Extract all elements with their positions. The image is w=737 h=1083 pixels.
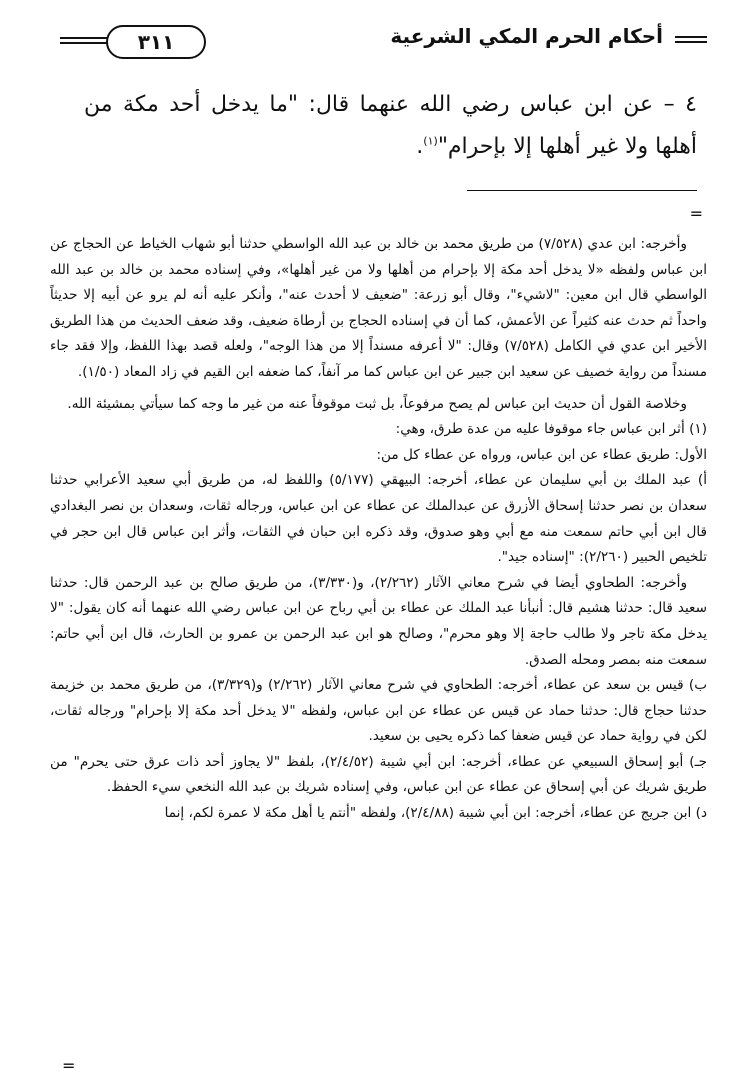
header-rule-right xyxy=(675,36,707,48)
footnotes xyxy=(50,232,707,827)
footnote-item-d: د) ابن جريج عن عطاء، أخرجه: ابن أبي شيبة (٢/٤/٨٨)، ولفظه "أنتم يا أهل مكة لا عمرة لكم، إنما xyxy=(164,805,707,822)
page-header xyxy=(60,22,707,66)
hadith-end: . xyxy=(416,134,424,159)
running-title: أحكام الحرم المكي الشرعية xyxy=(390,24,663,48)
carry-over-mark-bottom: = xyxy=(62,1056,76,1075)
footnote-paragraph-2: وخلاصة القول أن حديث ابن عباس لم يصح مرفوعاً، بل ثبت موقوفاً عنه من غير ما وجه كما سيأتي بمشيئة الله. xyxy=(67,395,687,412)
header-rule-left xyxy=(60,37,108,49)
footnote-ref: (١) xyxy=(423,134,438,148)
page-number: ٣١١ xyxy=(106,25,206,59)
footnote-item-a-more: وأخرجه: الطحاوي أيضا في شرح معاني الآثار (٢/٢٦٢)، و(٣/٣٣٠)، من طريق صالح بن عبد الرحمن قال: حدثنا سعيد قال: حدثنا هشيم قال: أنبأنا عبد الملك عن عطاء بن أبي رباح عن ابن عباس رضي الله عنهما أنه كان يقول: "لا يدخل مكة تاجر ولا طالب حاجة إلا وهو محرم"، وصالح هو ابن عبد الرحمن بن عمرو بن الحارث، قال ابن أبي حاتم: سمعت منه بمصر ومحله الصدق. xyxy=(50,574,707,668)
footnote-divider xyxy=(467,190,697,191)
footnote-item-a: أ) عبد الملك بن أبي سليمان عن عطاء، أخرجه: البيهقي (٥/١٧٧) واللفظ له، من طريق أبي سعيد الأعرابي حدثنا سعدان بن نصر حدثنا إسحاق الأزرق عن عبدالملك عن عطاء عن ابن عباس، ورجاله ثقات، وسعدان بن نصر البغدادي قال ابن أبي حاتم سمعت منه مع أبي وهو صدوق، وقد ذكره ابن حبان في الثقات، وأثر ابن عباس قال ابن حجر في تلخيص الحبير (٢/٢٦٠): "إسناده جيد". xyxy=(50,472,707,566)
footnote-item-b: ب) قيس بن سعد عن عطاء، أخرجه: الطحاوي في شرح معاني الآثار (٢/٢٦٢) و(٣/٣٢٩)، من طريق محمد بن خزيمة حدثنا حجاج قال: حدثنا حماد عن قيس عن عطاء عن ابن عباس، ولفظه "لا يدخل أحد مكة إلا بإحرام" ورجاله ثقات، لكن في رواية حماد عن قيس ضعفا كما ذكره يحيى بن سعيد. xyxy=(50,677,707,745)
carry-over-mark-top: = xyxy=(689,204,703,223)
footnote-1-intro: (١) أثر ابن عباس جاء موقوفا عليه من عدة طرق، وهي: xyxy=(395,421,707,438)
footnote-item-c: جـ) أبو إسحاق السبيعي عن عطاء، أخرجه: ابن أبي شيبة (٢/٤/٥٢)، بلفظ "لا يجاوز أحد ذات عرق حتى يحرم" من طريق شريك عن أبي إسحاق عن عطاء عن ابن عباس، وفي إسناده شريك بن عبد الله النخعي سيء الحفظ. xyxy=(50,753,707,796)
footnote-first-path: الأول: طريق عطاء عن ابن عباس، ورواه عن عطاء كل من: xyxy=(376,446,707,463)
footnote-paragraph-1: وأخرجه: ابن عدي (٧/٥٢٨) من طريق محمد بن خالد بن عبد الله الواسطي حدثنا أبو شهاب الخياط عن الحجاج عن ابن عباس ولفظه «لا يدخل أحد مكة إلا بإحرام من أهلها ولا من غير أهلها»، وفي إسناده محمد بن خالد بن عبد الله الواسطي قال ابن معين: "لاشيء"، وقال أبو زرعة: "ضعيف لا أحدث عنه"، وأنكر عليه أنه لم يرو عن أبيه إلا حديثاً واحداً ثم حدث عنه كثيراً عن الأعمش، كما أن في إسناده الحجاج بن أرطاة ضعيف، وقد ضعف الحديث من هذا الطريق الأخير ابن عدي في الكامل (٧/٥٢٨) وقال: "لا أعرفه مسنداً إلا من هذا الوجه"، ولعله قصد بهذا اللفظ، وإلا فقد جاء مسنداً من رواية خصيف عن سعيد ابن جبير عن ابن عباس كما مر آنفاً، كما ضعفه ابن القيم في زاد المعاد (١/٥٠). xyxy=(50,236,707,380)
hadith-text: ٤ – عن ابن عباس رضي الله عنهما قال: "ما يدخل أحد مكة من أهلها ولا غير أهلها إلا بإحرام" xyxy=(84,92,697,159)
main-text xyxy=(84,84,697,168)
